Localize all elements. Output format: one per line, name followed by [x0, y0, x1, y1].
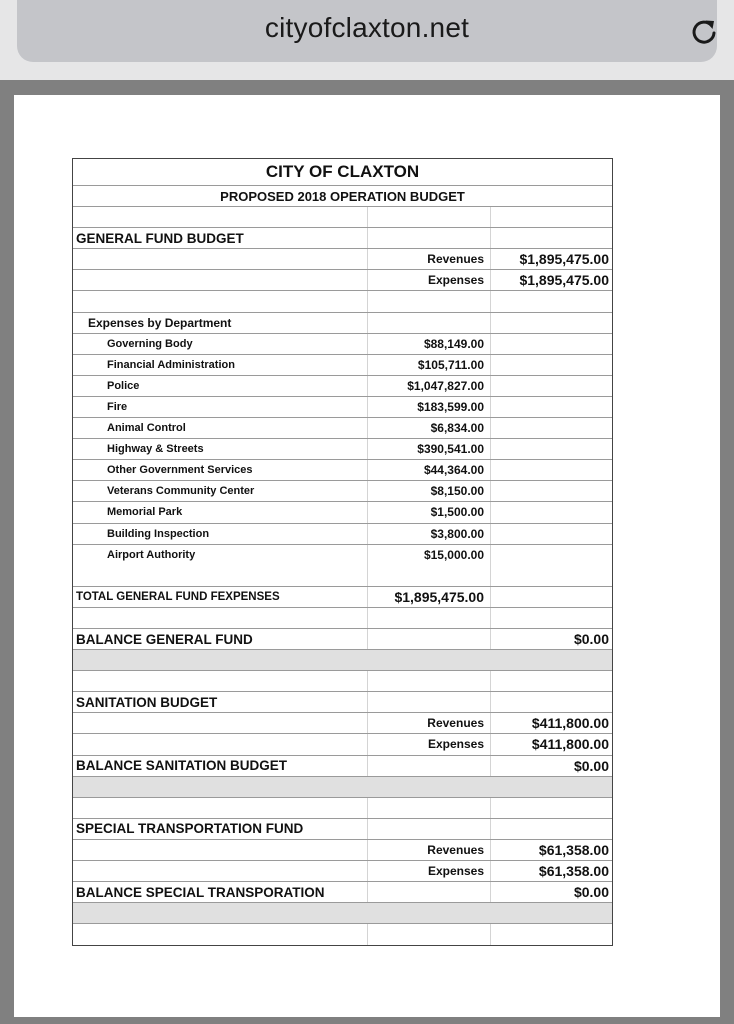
department-name: Airport Authority	[73, 545, 368, 566]
table-row	[73, 270, 612, 291]
table-row	[73, 207, 612, 228]
table-row	[73, 924, 612, 945]
department-name: Animal Control	[73, 418, 368, 438]
document-title: CITY OF CLAXTON	[265, 162, 420, 181]
department-row	[73, 418, 612, 439]
balance-general-fund-label: BALANCE GENERAL FUND	[73, 629, 368, 649]
department-name: Building Inspection	[73, 524, 368, 544]
department-row	[73, 502, 612, 523]
transportation-revenues-label: Revenues	[368, 840, 491, 860]
department-amount: $15,000.00	[368, 545, 491, 566]
table-row	[73, 840, 612, 861]
table-row	[73, 159, 612, 186]
reload-icon[interactable]	[689, 14, 719, 48]
total-general-fund-label: TOTAL GENERAL FUND FEXPENSES	[73, 587, 368, 607]
sanitation-expenses-value: $411,800.00	[531, 736, 609, 753]
url-text[interactable]: cityofclaxton.net	[264, 12, 470, 43]
sanitation-expenses-label: Expenses	[368, 734, 491, 754]
table-row	[73, 903, 612, 924]
browser-top-bar	[0, 0, 734, 80]
sanitation-revenues-value: $411,800.00	[531, 715, 609, 732]
department-name: Financial Administration	[73, 355, 368, 375]
expenses-by-department-label: Expenses by Department	[73, 313, 368, 333]
department-row	[73, 524, 612, 545]
balance-general-fund-value: $0.00	[573, 631, 609, 648]
table-row	[73, 186, 612, 207]
table-row	[73, 313, 612, 334]
department-amount: $88,149.00	[368, 334, 491, 354]
department-name: Memorial Park	[73, 502, 368, 522]
table-row	[73, 713, 612, 734]
department-name: Veterans Community Center	[73, 481, 368, 501]
address-bar[interactable]	[17, 0, 717, 62]
table-row	[73, 587, 612, 608]
table-row	[73, 777, 612, 798]
department-name: Highway & Streets	[73, 439, 368, 459]
department-amount: $6,834.00	[368, 418, 491, 438]
department-amount: $1,500.00	[368, 502, 491, 522]
table-row	[73, 671, 612, 692]
department-row	[73, 397, 612, 418]
transportation-expenses-label: Expenses	[368, 861, 491, 881]
department-name: Other Government Services	[73, 460, 368, 480]
department-row	[73, 481, 612, 502]
table-row	[73, 734, 612, 755]
table-row	[73, 291, 612, 312]
sanitation-heading: SANITATION BUDGET	[73, 692, 368, 712]
total-general-fund-value: $1,895,475.00	[368, 587, 491, 607]
table-row	[73, 882, 612, 903]
table-row	[73, 650, 612, 671]
table-row	[73, 566, 612, 587]
table-row	[73, 228, 612, 249]
department-amount: $3,800.00	[368, 524, 491, 544]
balance-transportation-value: $0.00	[573, 884, 609, 901]
table-row	[73, 861, 612, 882]
document-subtitle: PROPOSED 2018 OPERATION BUDGET	[220, 188, 465, 204]
table-row	[73, 756, 612, 777]
budget-table	[72, 158, 613, 946]
general-expenses-value: $1,895,475.00	[519, 272, 609, 289]
department-name: Governing Body	[73, 334, 368, 354]
transportation-revenues-value: $61,358.00	[538, 841, 609, 858]
table-row	[73, 608, 612, 629]
department-row	[73, 355, 612, 376]
department-amount: $390,541.00	[368, 439, 491, 459]
department-amount: $1,047,827.00	[368, 376, 491, 396]
table-row	[73, 629, 612, 650]
department-row	[73, 439, 612, 460]
sanitation-revenues-label: Revenues	[368, 713, 491, 733]
department-name: Police	[73, 376, 368, 396]
department-amount: $183,599.00	[368, 397, 491, 417]
table-row	[73, 692, 612, 713]
general-revenues-label: Revenues	[368, 249, 491, 269]
table-row	[73, 798, 612, 819]
department-row	[73, 334, 612, 355]
balance-sanitation-label: BALANCE SANITATION BUDGET	[73, 756, 368, 776]
department-row	[73, 376, 612, 397]
general-revenues-value: $1,895,475.00	[519, 251, 609, 268]
department-row	[73, 545, 612, 566]
department-amount: $44,364.00	[368, 460, 491, 480]
transportation-heading: SPECIAL TRANSPORTATION FUND	[73, 819, 368, 839]
transportation-expenses-value: $61,358.00	[538, 863, 609, 880]
department-amount: $8,150.00	[368, 481, 491, 501]
department-amount: $105,711.00	[368, 355, 491, 375]
department-row	[73, 460, 612, 481]
balance-sanitation-value: $0.00	[573, 757, 609, 774]
general-expenses-label: Expenses	[368, 270, 491, 290]
table-row	[73, 249, 612, 270]
table-row	[73, 819, 612, 840]
department-name: Fire	[73, 397, 368, 417]
general-fund-heading: GENERAL FUND BUDGET	[73, 228, 368, 248]
balance-transportation-label: BALANCE SPECIAL TRANSPORATION	[73, 882, 368, 902]
